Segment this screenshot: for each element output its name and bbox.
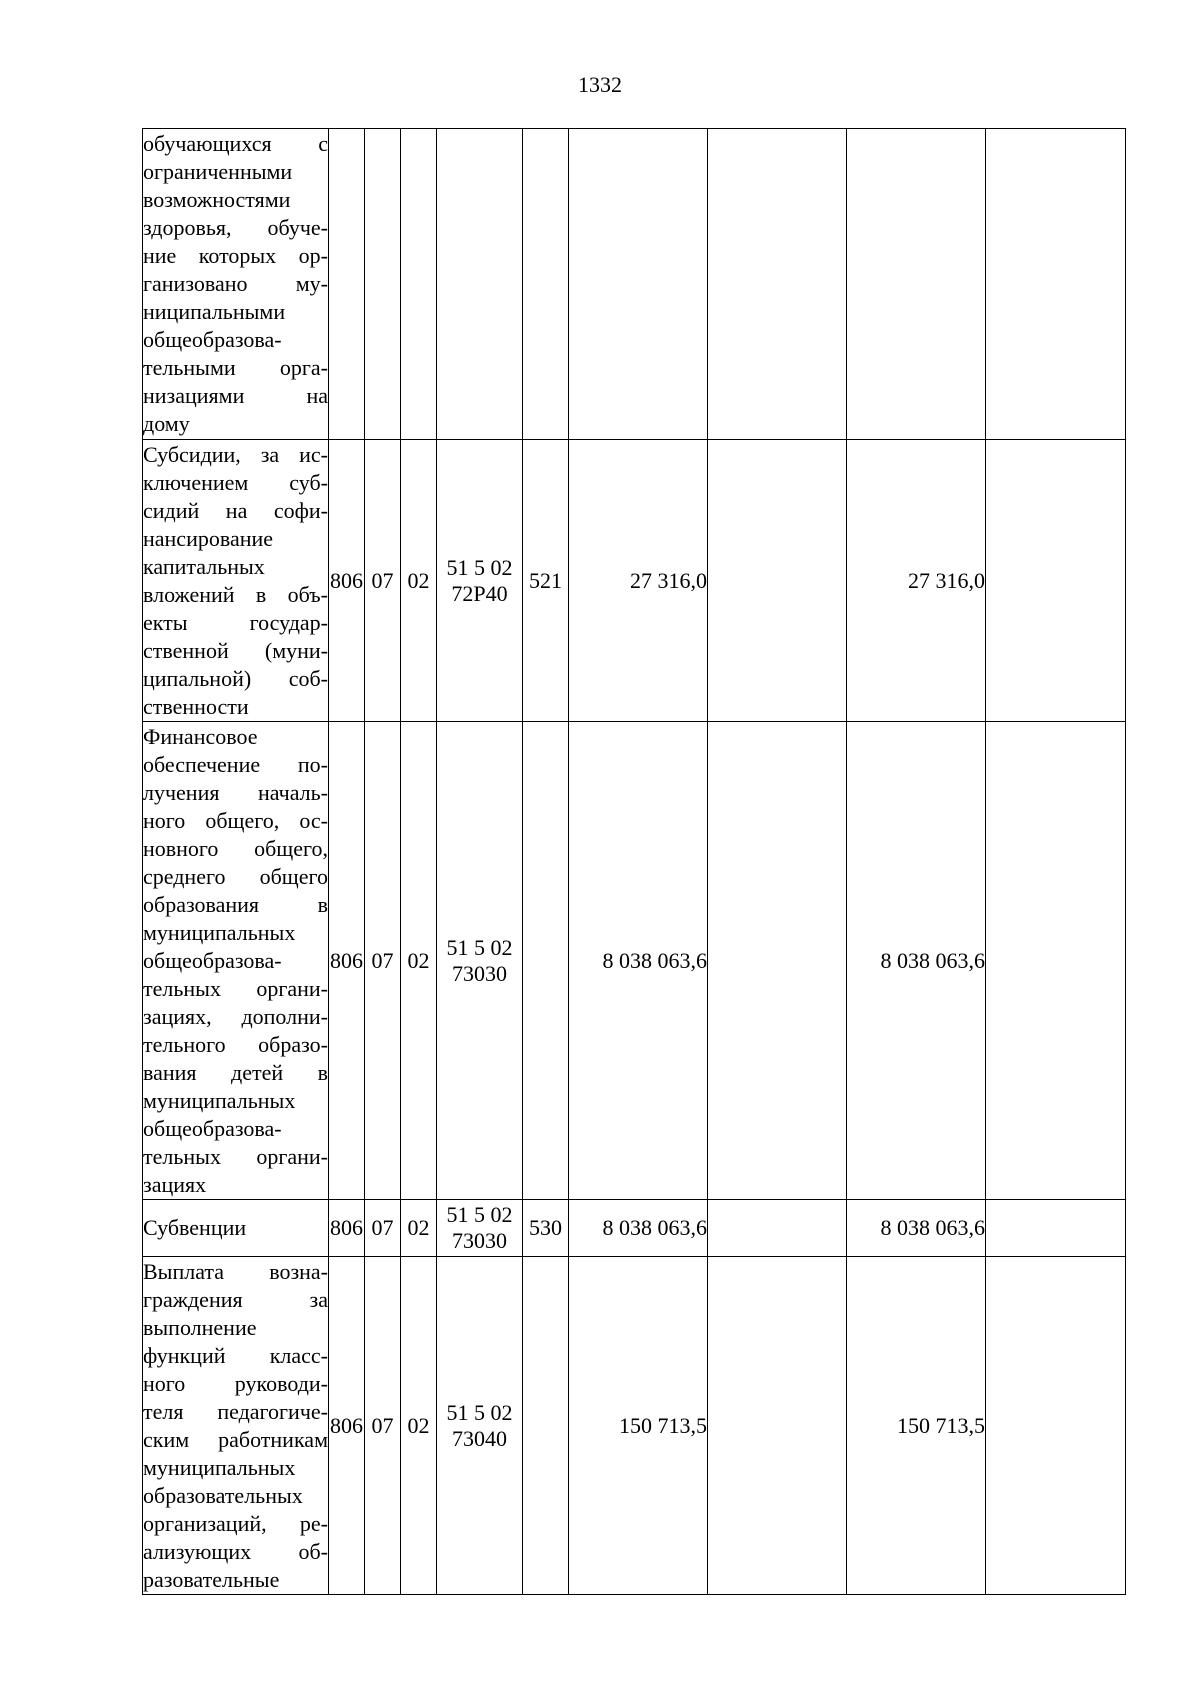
row-name-line: общеобразова- bbox=[143, 327, 282, 352]
table-body bbox=[143, 129, 1126, 1595]
row-name-line: среднего общего bbox=[143, 863, 328, 889]
row-name-line: образовательных bbox=[143, 1482, 303, 1508]
row-name-line: функций класс- bbox=[143, 1342, 328, 1368]
total-amount: 8 038 063,6 bbox=[569, 1200, 708, 1257]
ministry-code: 806 bbox=[329, 1200, 365, 1257]
row-name-line: теля педагогиче- bbox=[143, 1398, 328, 1424]
row-name-line: образования в bbox=[143, 891, 328, 917]
row-name-line: Финансовое bbox=[143, 723, 258, 749]
ministry-code: 806 bbox=[329, 722, 365, 1200]
subsection-code: 02 bbox=[401, 722, 437, 1200]
row-name-line: общеобразова- bbox=[143, 1115, 282, 1141]
budget-table bbox=[142, 128, 1126, 1595]
total-amount bbox=[569, 129, 708, 440]
row-name-line: тельных органи- bbox=[143, 1143, 328, 1169]
target-code bbox=[437, 722, 523, 1200]
row-name-line: нансирование bbox=[143, 525, 274, 551]
row-name-line: капитальных bbox=[143, 553, 265, 579]
row-name-line: ограниченными bbox=[143, 159, 293, 184]
amount-column-7 bbox=[708, 1257, 847, 1595]
row-name bbox=[143, 440, 329, 722]
expense-type-code: 521 bbox=[523, 440, 569, 722]
target-code bbox=[437, 440, 523, 722]
row-name-line: ственной (муни- bbox=[143, 637, 328, 663]
row-name-line: обучающихся с bbox=[143, 131, 328, 156]
regional-amount: 8 038 063,6 bbox=[847, 1200, 986, 1257]
amount-column-7 bbox=[708, 722, 847, 1200]
target-code-line-1: 51 5 02 bbox=[446, 554, 513, 580]
amount-column-9 bbox=[986, 722, 1126, 1200]
row-name-line: ализующих об- bbox=[143, 1538, 328, 1564]
subsection-code: 02 bbox=[401, 1257, 437, 1595]
target-code bbox=[437, 1200, 523, 1257]
row-name-line: ние которых ор- bbox=[143, 243, 328, 268]
expense-type-code bbox=[523, 722, 569, 1200]
target-code-line-1: 51 5 02 bbox=[446, 1202, 513, 1227]
row-name-line: муниципальных bbox=[143, 1087, 296, 1113]
target-code bbox=[437, 129, 523, 440]
subsection-code bbox=[401, 129, 437, 440]
row-name-line: тельных органи- bbox=[143, 975, 328, 1001]
row-name-line: лучения началь- bbox=[143, 779, 328, 805]
row-name-line: ного общего, ос- bbox=[143, 807, 328, 833]
section-code: 07 bbox=[365, 1257, 401, 1595]
regional-amount bbox=[847, 129, 986, 440]
row-name-line: Субвенции bbox=[143, 1215, 247, 1240]
row-name-line: обеспечение по- bbox=[143, 751, 328, 777]
row-name-line: зациях bbox=[143, 1171, 207, 1197]
subsection-code: 02 bbox=[401, 1200, 437, 1257]
section-code: 07 bbox=[365, 1200, 401, 1257]
section-code: 07 bbox=[365, 440, 401, 722]
row-name-line: екты государ- bbox=[143, 609, 328, 635]
row-name-line: новного общего, bbox=[143, 835, 328, 861]
row-name-line: дому bbox=[143, 411, 190, 436]
row-name-line: ниципальными bbox=[143, 299, 286, 324]
row-name-line: тельного образо- bbox=[143, 1031, 328, 1057]
row-name bbox=[143, 129, 329, 440]
ministry-code: 806 bbox=[329, 1257, 365, 1595]
regional-amount: 8 038 063,6 bbox=[847, 722, 986, 1200]
total-amount: 150 713,5 bbox=[569, 1257, 708, 1595]
row-name bbox=[143, 722, 329, 1200]
target-code-line-2: 73030 bbox=[452, 1228, 507, 1253]
row-name-line: вания детей в bbox=[143, 1059, 328, 1085]
row-name-line: разовательные bbox=[143, 1566, 280, 1592]
row-name-line: низациями на bbox=[143, 383, 328, 408]
amount-column-9 bbox=[986, 1257, 1126, 1595]
page-number: 1332 bbox=[578, 72, 622, 97]
ministry-code bbox=[329, 129, 365, 440]
row-name-line: тельными орга- bbox=[143, 355, 328, 380]
regional-amount: 150 713,5 bbox=[847, 1257, 986, 1595]
table-row bbox=[143, 1257, 1126, 1595]
table-row bbox=[143, 722, 1126, 1200]
total-amount: 27 316,0 bbox=[569, 440, 708, 722]
row-name-line: зациях, дополни- bbox=[143, 1003, 328, 1029]
amount-column-7 bbox=[708, 440, 847, 722]
subsection-code: 02 bbox=[401, 440, 437, 722]
row-name-line: возможностями bbox=[143, 187, 291, 212]
row-name-line: ским работникам bbox=[143, 1426, 328, 1452]
target-code-line-1: 51 5 02 bbox=[446, 1399, 513, 1425]
row-name-line: граждения за bbox=[143, 1286, 328, 1312]
target-code-line-1: 51 5 02 bbox=[446, 934, 513, 960]
row-name-line: муниципальных bbox=[143, 919, 296, 945]
table-row bbox=[143, 129, 1126, 440]
table-row bbox=[143, 440, 1126, 722]
amount-column-9 bbox=[986, 440, 1126, 722]
row-name bbox=[143, 1257, 329, 1595]
target-code-line-2: 72Р40 bbox=[451, 580, 508, 606]
section-code bbox=[365, 129, 401, 440]
row-name-line: муниципальных bbox=[143, 1454, 296, 1480]
target-code bbox=[437, 1257, 523, 1595]
row-name-line: организаций, ре- bbox=[143, 1510, 328, 1536]
row-name-line: Субсидии, за ис- bbox=[143, 441, 328, 467]
row-name-line: вложений в объ- bbox=[143, 581, 328, 607]
row-name-line: сидий на софи- bbox=[143, 497, 328, 523]
section-code: 07 bbox=[365, 722, 401, 1200]
amount-column-9 bbox=[986, 1200, 1126, 1257]
table-row bbox=[143, 1200, 1126, 1257]
row-name-line: общеобразова- bbox=[143, 947, 282, 973]
amount-column-7 bbox=[708, 129, 847, 440]
row-name-line: ного руководи- bbox=[143, 1370, 328, 1396]
expense-type-code bbox=[523, 1257, 569, 1595]
row-name-line: ципальной) соб- bbox=[143, 665, 328, 691]
expense-type-code bbox=[523, 129, 569, 440]
row-name-line: ганизовано му- bbox=[143, 271, 328, 296]
row-name bbox=[143, 1200, 329, 1257]
row-name-line: ственности bbox=[143, 693, 249, 719]
target-code-line-2: 73030 bbox=[452, 960, 507, 986]
regional-amount: 27 316,0 bbox=[847, 440, 986, 722]
row-name-line: выполнение bbox=[143, 1314, 257, 1340]
amount-column-7 bbox=[708, 1200, 847, 1257]
row-name-line: здоровья, обуче- bbox=[143, 215, 328, 240]
ministry-code: 806 bbox=[329, 440, 365, 722]
row-name-line: Выплата возна- bbox=[143, 1258, 328, 1284]
row-name-line: ключением суб- bbox=[143, 469, 328, 495]
target-code-line-2: 73040 bbox=[452, 1425, 507, 1451]
amount-column-9 bbox=[986, 129, 1126, 440]
expense-type-code: 530 bbox=[523, 1200, 569, 1257]
total-amount: 8 038 063,6 bbox=[569, 722, 708, 1200]
